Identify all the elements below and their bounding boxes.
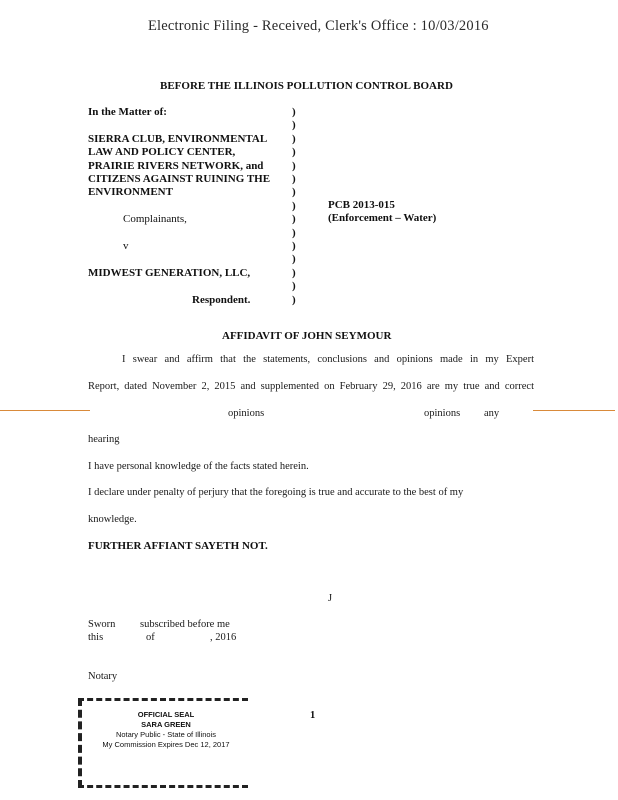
- scan-rule-left: [0, 410, 90, 411]
- party-line: CITIZENS AGAINST RUINING THE: [88, 173, 271, 186]
- caption-parens: [292, 106, 296, 307]
- complainants-label: Complainants,: [123, 213, 187, 226]
- signature-mark: J: [328, 593, 333, 604]
- case-caption-parties: [88, 106, 288, 307]
- further-affiant: FURTHER AFFIANT SAYETH NOT.: [88, 540, 268, 552]
- party-line: SIERRA CLUB, ENVIRONMENTAL: [88, 132, 268, 145]
- scan-rule-right: [533, 410, 615, 411]
- paren: ): [292, 146, 296, 159]
- para1-line3-c: any: [484, 408, 500, 419]
- page-number: 1: [310, 710, 316, 721]
- notary-label: Notary: [88, 671, 118, 682]
- para3-line2: knowledge.: [88, 514, 137, 525]
- respondent-name: MIDWEST GENERATION, LLC,: [88, 266, 251, 279]
- paren: ): [292, 159, 296, 172]
- filing-stamp: Electronic Filing - Received, Clerk's Office : 10/03/2016: [148, 18, 489, 34]
- party-line: LAW AND POLICY CENTER,: [88, 146, 236, 159]
- paren: ): [292, 106, 296, 118]
- para1-line1: I swear and affirm that the statements, conclusions and opinions made in my Expert: [122, 354, 534, 365]
- party-line: ENVIRONMENT: [88, 186, 173, 199]
- jurat-of: of: [146, 632, 155, 643]
- paren: ): [292, 226, 296, 239]
- versus: v: [123, 240, 129, 253]
- paren: ): [292, 132, 296, 145]
- seal-line3: Notary Public - State of Illinois: [115, 730, 217, 739]
- paren: ): [292, 199, 296, 212]
- para3-line1: I declare under penalty of perjury that the foregoing is true and accurate to the best of my: [88, 487, 464, 498]
- case-number-block: [328, 199, 436, 226]
- paren: ): [292, 293, 296, 306]
- para1-line3-b: opinions: [424, 408, 461, 419]
- paren: ): [292, 280, 296, 293]
- respondent-label: Respondent.: [192, 293, 251, 306]
- seal-line4: My Commission Expires Dec 12, 2017: [102, 740, 230, 749]
- para2: I have personal knowledge of the facts stated herein.: [88, 461, 309, 472]
- paren: ): [292, 240, 296, 253]
- paren: ): [292, 119, 296, 132]
- paren: ): [292, 213, 296, 226]
- jurat-subscribed: subscribed before me: [140, 619, 230, 630]
- jurat-this: this: [88, 632, 104, 643]
- seal-line2: SARA GREEN: [141, 720, 191, 729]
- case-number: PCB 2013-015: [328, 199, 395, 211]
- para1-line4: hearing: [88, 434, 120, 445]
- jurat-year: , 2016: [210, 632, 237, 643]
- paren: ): [292, 173, 296, 186]
- jurat-sworn: Sworn: [88, 619, 116, 630]
- affidavit-title: AFFIDAVIT OF JOHN SEYMOUR: [222, 330, 392, 342]
- para1-line3-a: opinions: [228, 408, 265, 419]
- in-the-matter: In the Matter of:: [88, 106, 167, 118]
- seal-line1: OFFICIAL SEAL: [137, 710, 195, 719]
- document-title: BEFORE THE ILLINOIS POLLUTION CONTROL BOARD: [160, 80, 453, 92]
- para1-line2: Report, dated November 2, 2015 and supplemented on February 29, 2016 are my true and correct: [88, 381, 534, 392]
- party-line: PRAIRIE RIVERS NETWORK, and: [88, 159, 264, 172]
- paren: ): [292, 266, 296, 279]
- case-type: (Enforcement – Water): [328, 212, 437, 225]
- paren: ): [292, 253, 296, 266]
- paren: ): [292, 186, 296, 199]
